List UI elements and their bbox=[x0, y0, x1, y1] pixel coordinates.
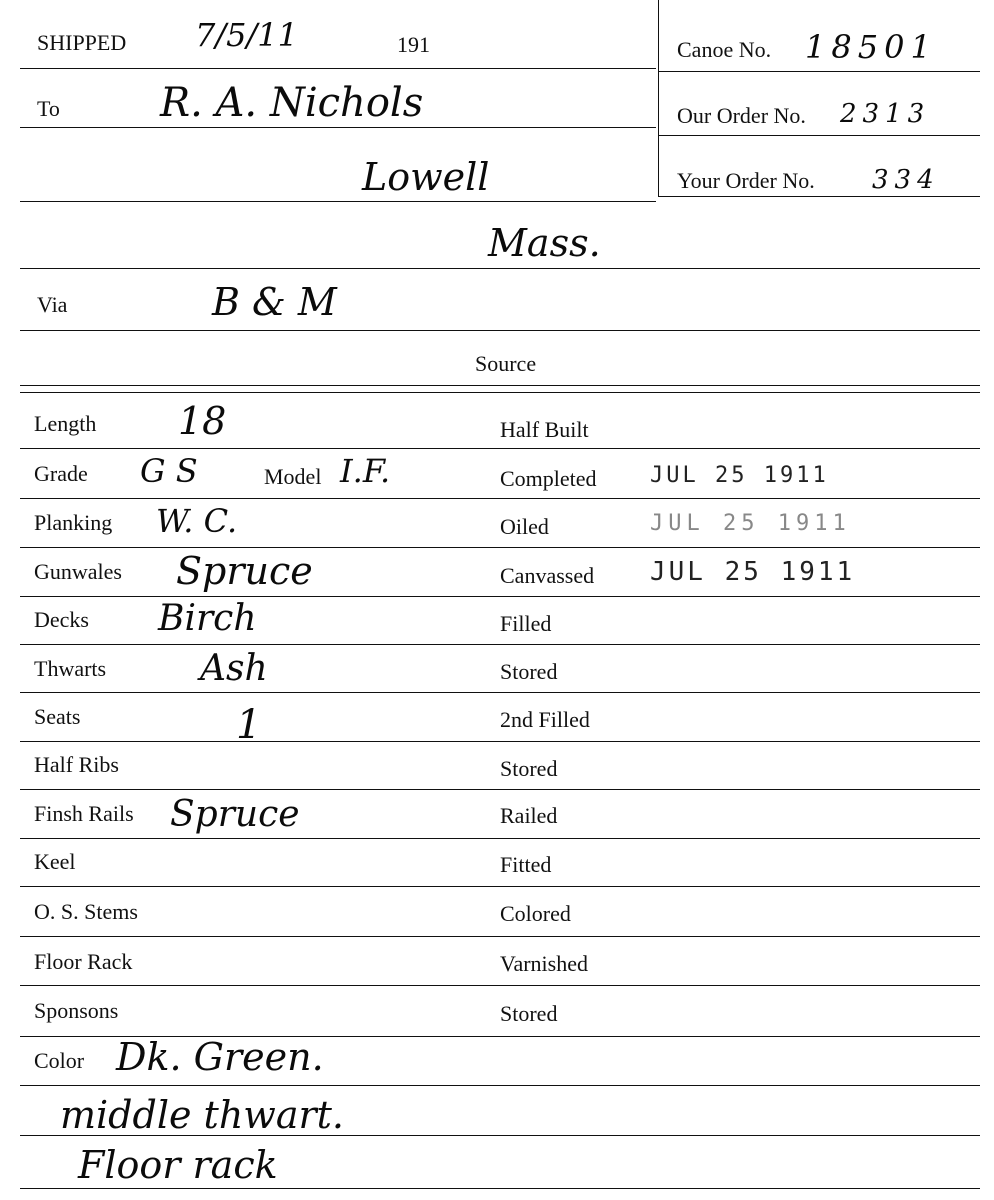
field-stored-label: Stored bbox=[500, 756, 558, 781]
rule-row bbox=[20, 644, 980, 645]
field-grade-value: G S bbox=[140, 452, 198, 490]
rule-state-line bbox=[20, 268, 980, 269]
field-half-ribs-label: Half Ribs bbox=[34, 752, 119, 777]
your-order-label: Your Order No. bbox=[677, 168, 815, 193]
field-half-built-label: Half Built bbox=[500, 417, 589, 442]
field-oiled-stamp: JUL 25 1911 bbox=[650, 511, 851, 536]
our-order-value: 2313 bbox=[840, 99, 931, 129]
to-name: R. A. Nichols bbox=[160, 80, 424, 126]
to-city: Lowell bbox=[362, 155, 490, 199]
field-keel-label: Keel bbox=[34, 849, 76, 874]
note-line-2: Floor rack bbox=[78, 1143, 278, 1187]
shipped-date: 7/5/11 bbox=[195, 16, 298, 54]
to-state: Mass. bbox=[488, 221, 601, 265]
rule-row bbox=[20, 498, 980, 499]
field-sponsons-label: Sponsons bbox=[34, 998, 119, 1023]
your-order-value: 334 bbox=[872, 165, 940, 195]
field-grade-label: Grade bbox=[34, 461, 88, 486]
rule-row bbox=[20, 936, 980, 937]
field-seats-value: 1 bbox=[236, 702, 262, 748]
rule-row bbox=[20, 1188, 980, 1189]
field-canvassed-stamp: JUL 25 1911 bbox=[650, 557, 856, 587]
field-stored-label: Stored bbox=[500, 659, 558, 684]
rule-row bbox=[20, 886, 980, 887]
field-seats-label: Seats bbox=[34, 704, 81, 729]
field-length-value: 18 bbox=[178, 399, 227, 443]
field-finsh-rails-label: Finsh Rails bbox=[34, 801, 134, 826]
field-decks-label: Decks bbox=[34, 607, 89, 632]
field-color-value: Dk. Green. bbox=[116, 1035, 324, 1079]
rule-row bbox=[20, 741, 980, 742]
rule-row bbox=[20, 789, 980, 790]
rule-city-line bbox=[20, 201, 656, 202]
field-oiled-label: Oiled bbox=[500, 514, 549, 539]
to-label: To bbox=[37, 96, 60, 121]
field-finsh-rails-value: Spruce bbox=[170, 794, 300, 835]
field-model-label: Model bbox=[264, 464, 322, 489]
canoe-no-value: 18501 bbox=[805, 28, 937, 66]
rule-row bbox=[20, 985, 980, 986]
via-value: B & M bbox=[212, 280, 337, 324]
field-railed-label: Railed bbox=[500, 803, 558, 828]
field-decks-value: Birch bbox=[158, 598, 257, 639]
rule-to-line bbox=[20, 127, 656, 128]
field-stored-label: Stored bbox=[500, 1001, 558, 1026]
rule-row bbox=[20, 692, 980, 693]
field-fitted-label: Fitted bbox=[500, 852, 552, 877]
field-canvassed-label: Canvassed bbox=[500, 563, 595, 588]
order-box-divider bbox=[658, 0, 659, 196]
via-label: Via bbox=[37, 292, 68, 317]
field-colored-label: Colored bbox=[500, 901, 571, 926]
field-completed-stamp: JUL 25 1911 bbox=[650, 463, 829, 488]
source-label: Source bbox=[475, 351, 537, 376]
rule-row bbox=[20, 596, 980, 597]
field-os-stems-label: O. S. Stems bbox=[34, 899, 138, 924]
rule-source-top bbox=[20, 385, 980, 386]
note-line-1: middle thwart. bbox=[60, 1093, 344, 1137]
rule-row bbox=[20, 448, 980, 449]
our-order-label: Our Order No. bbox=[677, 103, 806, 128]
field-varnished-label: Varnished bbox=[500, 951, 588, 976]
field-2nd-filled-label: 2nd Filled bbox=[500, 707, 590, 732]
field-gunwales-value: Spruce bbox=[176, 549, 313, 593]
rule-row bbox=[20, 838, 980, 839]
field-completed-label: Completed bbox=[500, 466, 597, 491]
rule-shipped-line bbox=[20, 68, 656, 69]
rule-canoe-no bbox=[658, 71, 980, 72]
rule-your-order bbox=[658, 196, 980, 197]
field-thwarts-label: Thwarts bbox=[34, 656, 107, 681]
field-gunwales-label: Gunwales bbox=[34, 559, 122, 584]
rule-row bbox=[20, 547, 980, 548]
year-prefix: 191 bbox=[397, 32, 430, 57]
field-floor-rack-label: Floor Rack bbox=[34, 949, 133, 974]
field-color-label: Color bbox=[34, 1048, 85, 1073]
field-thwarts-value: Ash bbox=[200, 648, 268, 689]
rule-via-line bbox=[20, 330, 980, 331]
field-length-label: Length bbox=[34, 411, 97, 436]
canoe-no-label: Canoe No. bbox=[677, 37, 772, 62]
rule-source-bottom bbox=[20, 392, 980, 393]
field-planking-value: W. C. bbox=[156, 502, 238, 540]
rule-row bbox=[20, 1085, 980, 1086]
shipped-label: SHIPPED bbox=[37, 30, 127, 55]
field-filled-label: Filled bbox=[500, 611, 552, 636]
rule-our-order bbox=[658, 135, 980, 136]
field-model-value: I.F. bbox=[340, 452, 391, 490]
field-planking-label: Planking bbox=[34, 510, 113, 535]
